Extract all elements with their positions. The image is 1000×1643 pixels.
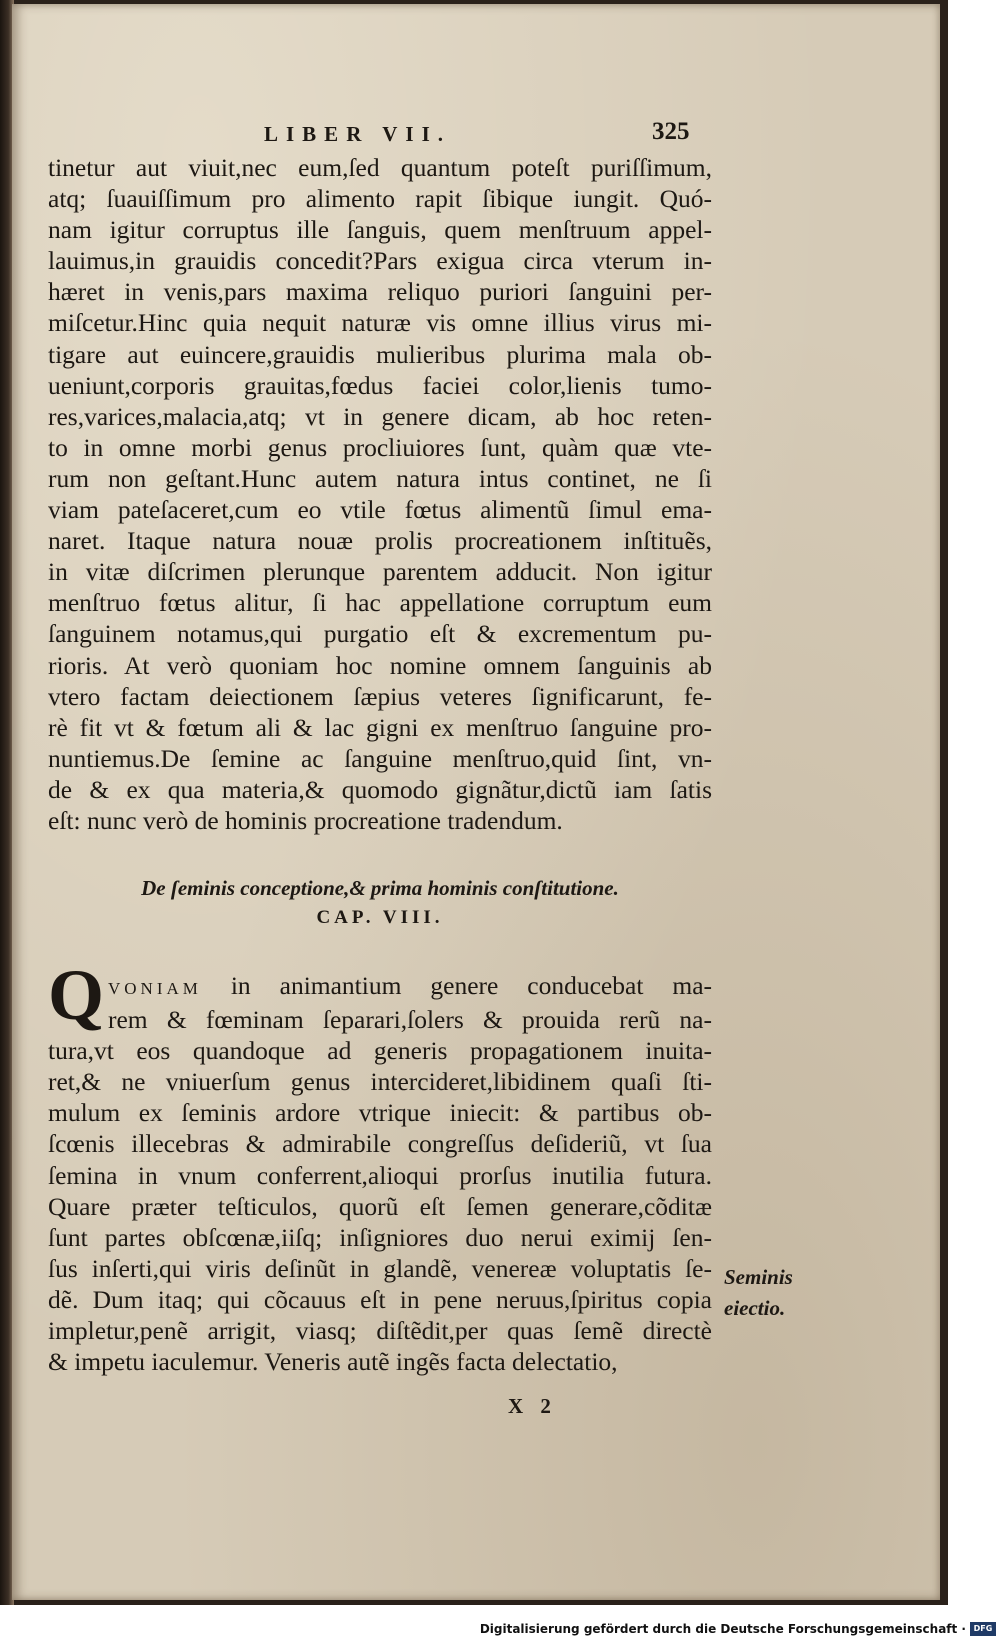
footer-bar [0, 1620, 1000, 1643]
marginal-note-line-2: eiectio. [724, 1296, 786, 1320]
text-line: hæret in venis,pars maxima reliquo puriori ſanguini per- [48, 277, 712, 307]
text-line: nam igitur corruptus ille ſanguis, quem menſtruum appel- [48, 215, 712, 245]
body-text [48, 152, 712, 836]
text-line: menſtruo fœtus alitur, ſi hac appellatione corruptum eum [48, 588, 712, 618]
text-line [48, 970, 712, 1004]
text-line: rem & fœminam ſeparari,ſolers & prouida rerũ na- [108, 1005, 712, 1035]
book-page [12, 4, 940, 1600]
text-line: de & ex qua materia,& quomodo gignãtur,dictũ iam ſatis [48, 774, 712, 804]
text-line: naret. Itaque natura nouæ prolis procreationem inſtituẽs, [48, 526, 712, 556]
text-line: res,varices,malacia,atq; vt in genere dicam, ab hoc reten- [48, 401, 712, 431]
text-line: eſt: nunc verò de hominis procreatione tradendum. [48, 805, 563, 835]
drop-cap: Q [48, 955, 105, 1035]
text-line: impletur,penẽ arrigit, viasq; diſtẽdit,per quas ſemẽ directè [48, 1316, 712, 1346]
text-line: rioris. At verò quoniam hoc nomine omnem ſanguinis ab [48, 650, 712, 680]
text-line: dẽ. Dum itaq; qui cõcauus eſt in pene neruus,ſpiritus copia [48, 1284, 712, 1314]
chapter-title: De ſeminis conceptione,& prima hominis conſtitutione. [141, 876, 619, 900]
text-line: ſus inſerti,qui viris deſinũt in glandẽ, venereæ voluptatis ſe- [48, 1253, 712, 1283]
text-line: nuntiemus.De ſemine ac ſanguine menſtruo,quid ſint, vn- [48, 743, 712, 773]
small-caps-word: VONIAM [108, 979, 202, 998]
running-head: LIBER VII. [264, 122, 451, 146]
text-line: ſcœnis illecebras & admirabile congreſſus deſideriũ, vt ſua [48, 1129, 712, 1159]
chapter-text [48, 955, 712, 1377]
signature-mark: X 2 [508, 1394, 557, 1418]
text-line: viam pateſaceret,cum eo vtile fœtus alimentũ ſimul ema- [48, 495, 712, 525]
text-line: in vitæ diſcrimen plerunque parentem adducit. Non igitur [48, 557, 712, 587]
text-line: tigare aut euincere,grauidis mulieribus plurima mala ob- [48, 339, 712, 369]
text-line: to in omne morbi genus procliuiores ſunt, quàm quæ vte- [48, 432, 712, 462]
funding-credit: Digitalisierung gefördert durch die Deutsche Forschungsgemeinschaft · [479, 1622, 966, 1636]
text-line: ret,& ne vniuerſum genus intercideret,libidinem quaſi ſti- [48, 1067, 712, 1097]
text-line: tinetur aut viuit,nec eum,ſed quantum poteſt puriſſimum, [48, 153, 712, 182]
text-line: ſunt partes obſcœnæ,iiſq; inſigniores duo nerui eximij ſen- [48, 1222, 712, 1252]
chapter-label: CAP. VIII. [316, 907, 444, 928]
text-line: miſcetur.Hinc quia nequit naturæ vis omne illius virus mi- [48, 308, 712, 338]
marginal-note-line-1: Seminis [724, 1265, 793, 1289]
text-line: vtero factam deiectionem ſæpius veteres ſignificarunt, fe- [48, 681, 712, 711]
page-number: 325 [652, 118, 690, 145]
text-line: & impetu iaculemur. Veneris autẽ ingẽs facta delectatio, [48, 1347, 618, 1377]
text-fragment: in animantium genere conducebat ma- [201, 971, 712, 1000]
text-line: ſemina in vnum conferrent,alioqui prorſus inutilia futura. [48, 1160, 712, 1190]
text-line: lauimus,in grauidis concedit?Pars exigua circa vterum in- [48, 246, 712, 276]
text-line: mulum ex ſeminis ardore vtrique iniecit: & partibus ob- [48, 1098, 712, 1128]
text-line: rè fit vt & fœtum ali & lac gigni ex menſtruo ſanguine pro- [48, 712, 712, 742]
text-line: ſanguinem notamus,qui purgatio eſt & excrementum pu- [48, 619, 712, 649]
text-line: Quare præter teſticulos, quorũ eſt ſemen generare,cõditæ [48, 1191, 712, 1221]
text-line: tura,vt eos quandoque ad generis propagationem inuita- [48, 1036, 712, 1066]
text-line: ueniunt,corporis grauitas,fœdus faciei color,lienis tumo- [48, 370, 712, 400]
text-line: atq; ſuauiſſimum pro alimento rapit ſibique iungit. Quó- [48, 184, 712, 214]
dfg-logo: DFG [970, 1622, 996, 1636]
text-line: rum non geſtant.Hunc autem natura intus continet, ne ſi [48, 463, 712, 493]
